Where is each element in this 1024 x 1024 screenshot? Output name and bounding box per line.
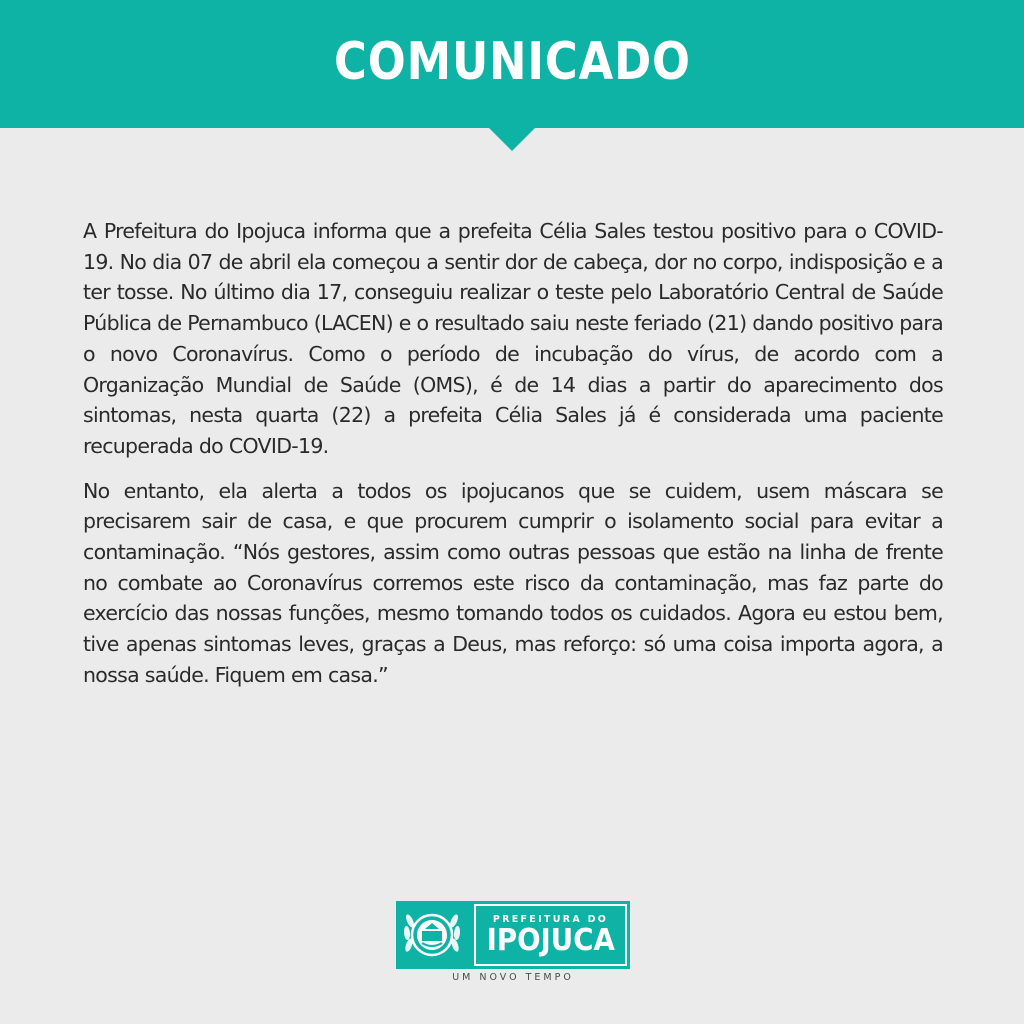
paragraph-2: No entanto, ela alerta a todos os ipojucanos que se cuidem, usem máscara se precisarem sair de casa, e que procurem cumprir o isolamento social para evitar a contaminação. “Nós gestores, assim como outras pessoas que estão na linha de frente no combate ao Coronavírus corremos este risco da contaminação, mas faz parte do exercício das nossas funções, mesmo tomando todos os cuidados. Agora eu estou bem, tive apenas sintomas leves, graças a Deus, mas reforço: só uma coisa importa agora, a nossa saúde. Fiquem em casa.” bbox=[83, 478, 943, 687]
paragraph-1: A Prefeitura do Ipojuca informa que a prefeita Célia Sales testou positivo para o COVID-19. No dia 07 de abril ela começou a sentir dor de cabeça, dor no corpo, indisposição e a ter tosse. No último dia 17, conseguiu realizar o teste pelo Laboratório Central de Saúde Pública de Pernambuco (LACEN) e o resultado saiu neste feriado (21) dando positivo para o novo Coronavírus. Como o período de incubação do vírus, de acordo com a Organização Mundial de Saúde (OMS), é de 14 dias a partir do aparecimento dos sintomas, nesta quarta (22) a prefeita Célia Sales já é considerada uma paciente recuperada do COVID-19. bbox=[83, 219, 943, 458]
logo-tagline: UM NOVO TEMPO bbox=[452, 972, 574, 983]
logo-prefix: PREFEITURA DO bbox=[492, 913, 609, 925]
header-banner bbox=[0, 0, 1024, 128]
logo-name: IPOJUCA bbox=[486, 922, 615, 958]
announcement-body bbox=[83, 216, 943, 705]
prefeitura-logo bbox=[396, 901, 630, 969]
page-title: COMUNICADO bbox=[333, 32, 691, 92]
logo-wordmark bbox=[474, 904, 627, 966]
header-pointer-arrow bbox=[488, 127, 536, 151]
city-seal-icon bbox=[396, 901, 468, 969]
